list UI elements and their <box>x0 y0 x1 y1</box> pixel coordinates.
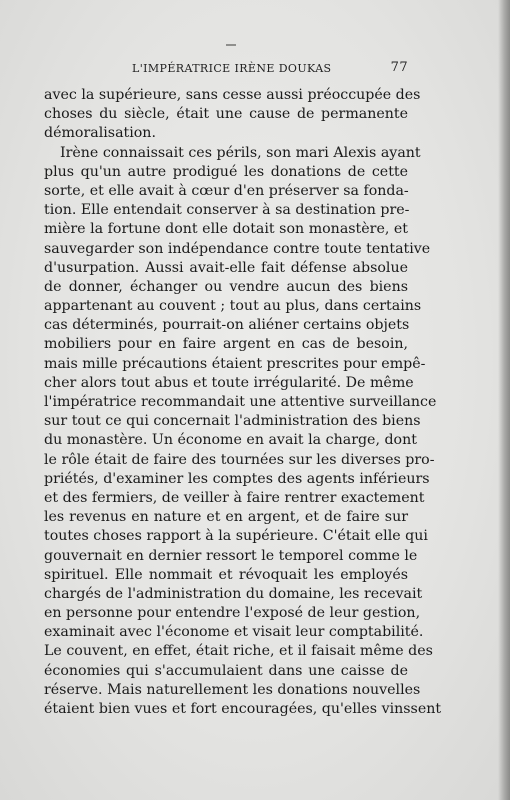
text-line: examinait avec l'économe et visait leur comptabilité. <box>44 624 424 641</box>
text-line: démoralisation. <box>44 125 156 142</box>
running-head <box>44 60 408 80</box>
text-line: chargés de l'administration du domaine, les recevait <box>44 585 423 602</box>
text-line: l'impératrice recommandait une attentive surveillance <box>44 394 437 410</box>
text-line: Irène connaissait ces périls, son mari Alexis ayant <box>60 144 421 161</box>
text-line: en personne pour entendre l'exposé de leur gestion, <box>44 605 421 622</box>
text-line: étaient bien vues et fort encouragées, qu'elles vinssent <box>44 701 442 717</box>
text-line: du monastère. Un économe en avait la charge, dont <box>44 432 417 449</box>
text-line: Le couvent, en effet, était riche, et il faisait même des <box>44 643 433 660</box>
text-line: choses du siècle, était une cause de permanente <box>44 106 408 123</box>
text-line: spirituel. Elle nommait et révoquait les employés <box>44 566 408 583</box>
text-line: appartenant au couvent ; tout au plus, dans certains <box>44 298 422 315</box>
text-line: économies qui s'accumulaient dans une caisse de <box>44 662 408 679</box>
text-line: toutes choses rapport à la supérieure. C'était elle qui <box>44 528 428 545</box>
text-line: sorte, et elle avait à cœur d'en préserver sa fonda- <box>44 182 409 199</box>
text-line: d'usurpation. Aussi avait-elle fait défense absolue <box>44 259 408 276</box>
text-line: cas déterminés, pourrait-on aliéner certains objets <box>44 317 410 334</box>
text-line: avec la supérieure, sans cesse aussi préoccupée des <box>44 87 421 103</box>
page-edge-shadow <box>498 0 510 800</box>
text-line: tion. Elle entendait conserver à sa destination pre- <box>44 202 410 219</box>
text-line: mobiliers pour en faire argent en cas de besoin, <box>44 336 408 353</box>
text-line: sauvegarder son indépendance contre toute tentative <box>44 240 431 257</box>
text-line: sur tout ce qui concernait l'administration des biens <box>44 413 421 430</box>
text-line: réserve. Mais naturellement les donations nouvelles <box>44 681 421 698</box>
running-title: L'IMPÉRATRICE IRÈNE DOUKAS <box>132 62 332 75</box>
body-text <box>44 86 442 719</box>
text-line: mais mille précautions étaient prescrites pour empê- <box>44 355 426 372</box>
text-line: gouvernait en dernier ressort le temporel comme le <box>44 547 418 564</box>
text-line: et des fermiers, de veiller à faire rentrer exactement <box>44 489 425 506</box>
text-line: les revenus en nature et en argent, et de faire sur <box>44 509 408 526</box>
page-number: 77 <box>390 60 408 75</box>
text-line: de donner, échanger ou vendre aucun des biens <box>44 278 408 295</box>
print-mark <box>226 44 236 46</box>
text-line: mière la fortune dont elle dotait son monastère, et <box>44 221 408 238</box>
text-line: plus qu'un autre prodigué les donations de cette <box>44 163 408 180</box>
text-line: le rôle était de faire des tournées sur les diverses pro- <box>44 451 435 468</box>
text-line: cher alors tout abus et toute irrégularité. De même <box>44 374 414 391</box>
text-line: priétés, d'examiner les comptes des agents inférieurs <box>44 470 430 487</box>
